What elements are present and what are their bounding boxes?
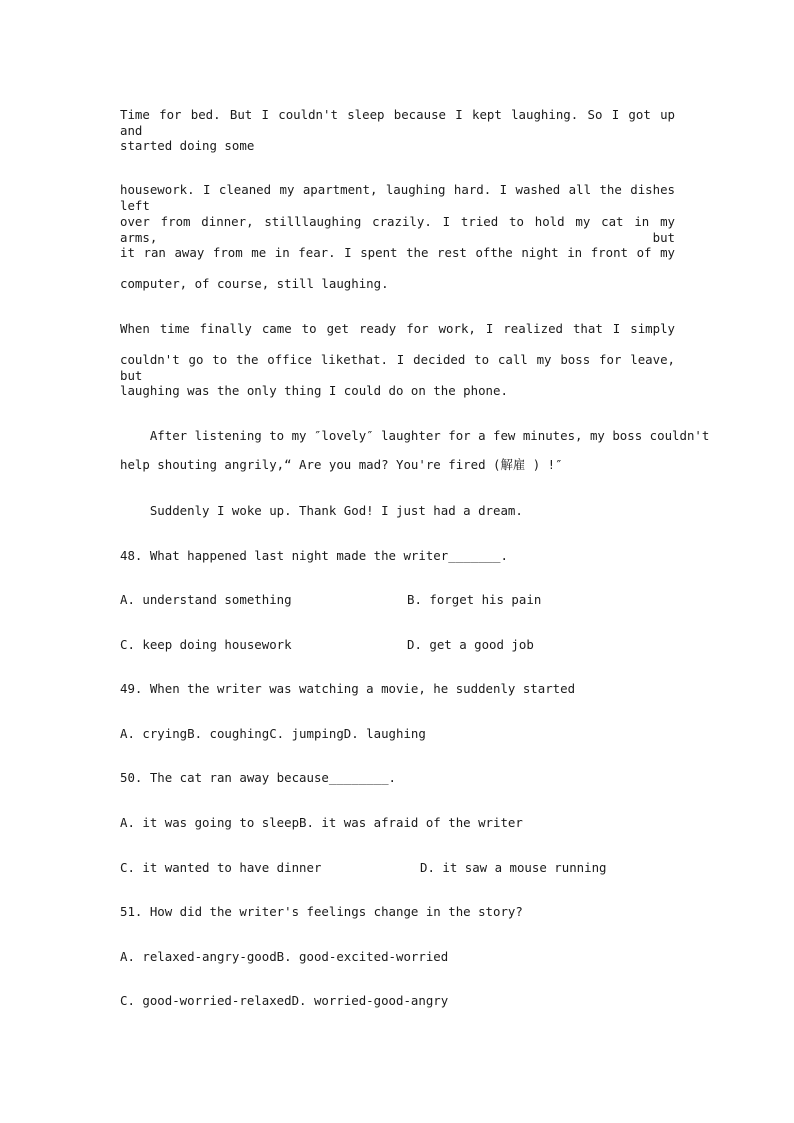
passage-line: housework. I cleaned my apartment, laughing hard. I washed all the dishes left — [120, 182, 675, 213]
question-stem: 51. How did the writer's feelings change in the story? — [120, 904, 523, 919]
passage-line: Suddenly I woke up. Thank God! I just had a dream. — [120, 503, 523, 518]
option-d: D. it saw a mouse running — [420, 860, 607, 875]
option-b: B. forget his pain — [407, 592, 542, 607]
question-stem: 48. What happened last night made the writer_______. — [120, 548, 508, 563]
question-stem: 50. The cat ran away because________. — [120, 770, 397, 785]
option-c: C. keep doing housework — [120, 637, 292, 652]
passage-line: After listening to my ″lovely″ laughter for a few minutes, my boss couldn't — [120, 428, 710, 443]
passage-line: started doing some — [120, 138, 255, 153]
option-d: D. get a good job — [407, 637, 534, 652]
question-options: A. relaxed-angry-goodB. good-excited-worried — [120, 949, 449, 964]
passage-line: laughing was the only thing I could do on the phone. — [120, 383, 508, 398]
question-options: C. good-worried-relaxedD. worried-good-angry — [120, 993, 449, 1008]
passage-line: Time for bed. But I couldn't sleep because I kept laughing. So I got up and — [120, 107, 675, 138]
question-options: A. cryingB. coughingC. jumpingD. laughing — [120, 726, 426, 741]
option-c: C. it wanted to have dinner — [120, 860, 322, 875]
passage-line: help shouting angrily,“ Are you mad? You're fired (解雇 ) !″ — [120, 457, 563, 472]
passage-line: couldn't go to the office likethat. I decided to call my boss for leave, but — [120, 352, 675, 383]
passage-line: When time finally came to get ready for work, I realized that I simply — [120, 321, 675, 336]
passage-line: it ran away from me in fear. I spent the rest ofthe night in front of my — [120, 245, 675, 260]
passage-line: over from dinner, stilllaughing crazily. I tried to hold my cat in my arms, but — [120, 214, 675, 245]
question-options: A. it was going to sleepB. it was afraid of the writer — [120, 815, 523, 830]
option-a: A. understand something — [120, 592, 292, 607]
passage-line: computer, of course, still laughing. — [120, 276, 389, 291]
question-stem: 49. When the writer was watching a movie, he suddenly started — [120, 681, 576, 696]
